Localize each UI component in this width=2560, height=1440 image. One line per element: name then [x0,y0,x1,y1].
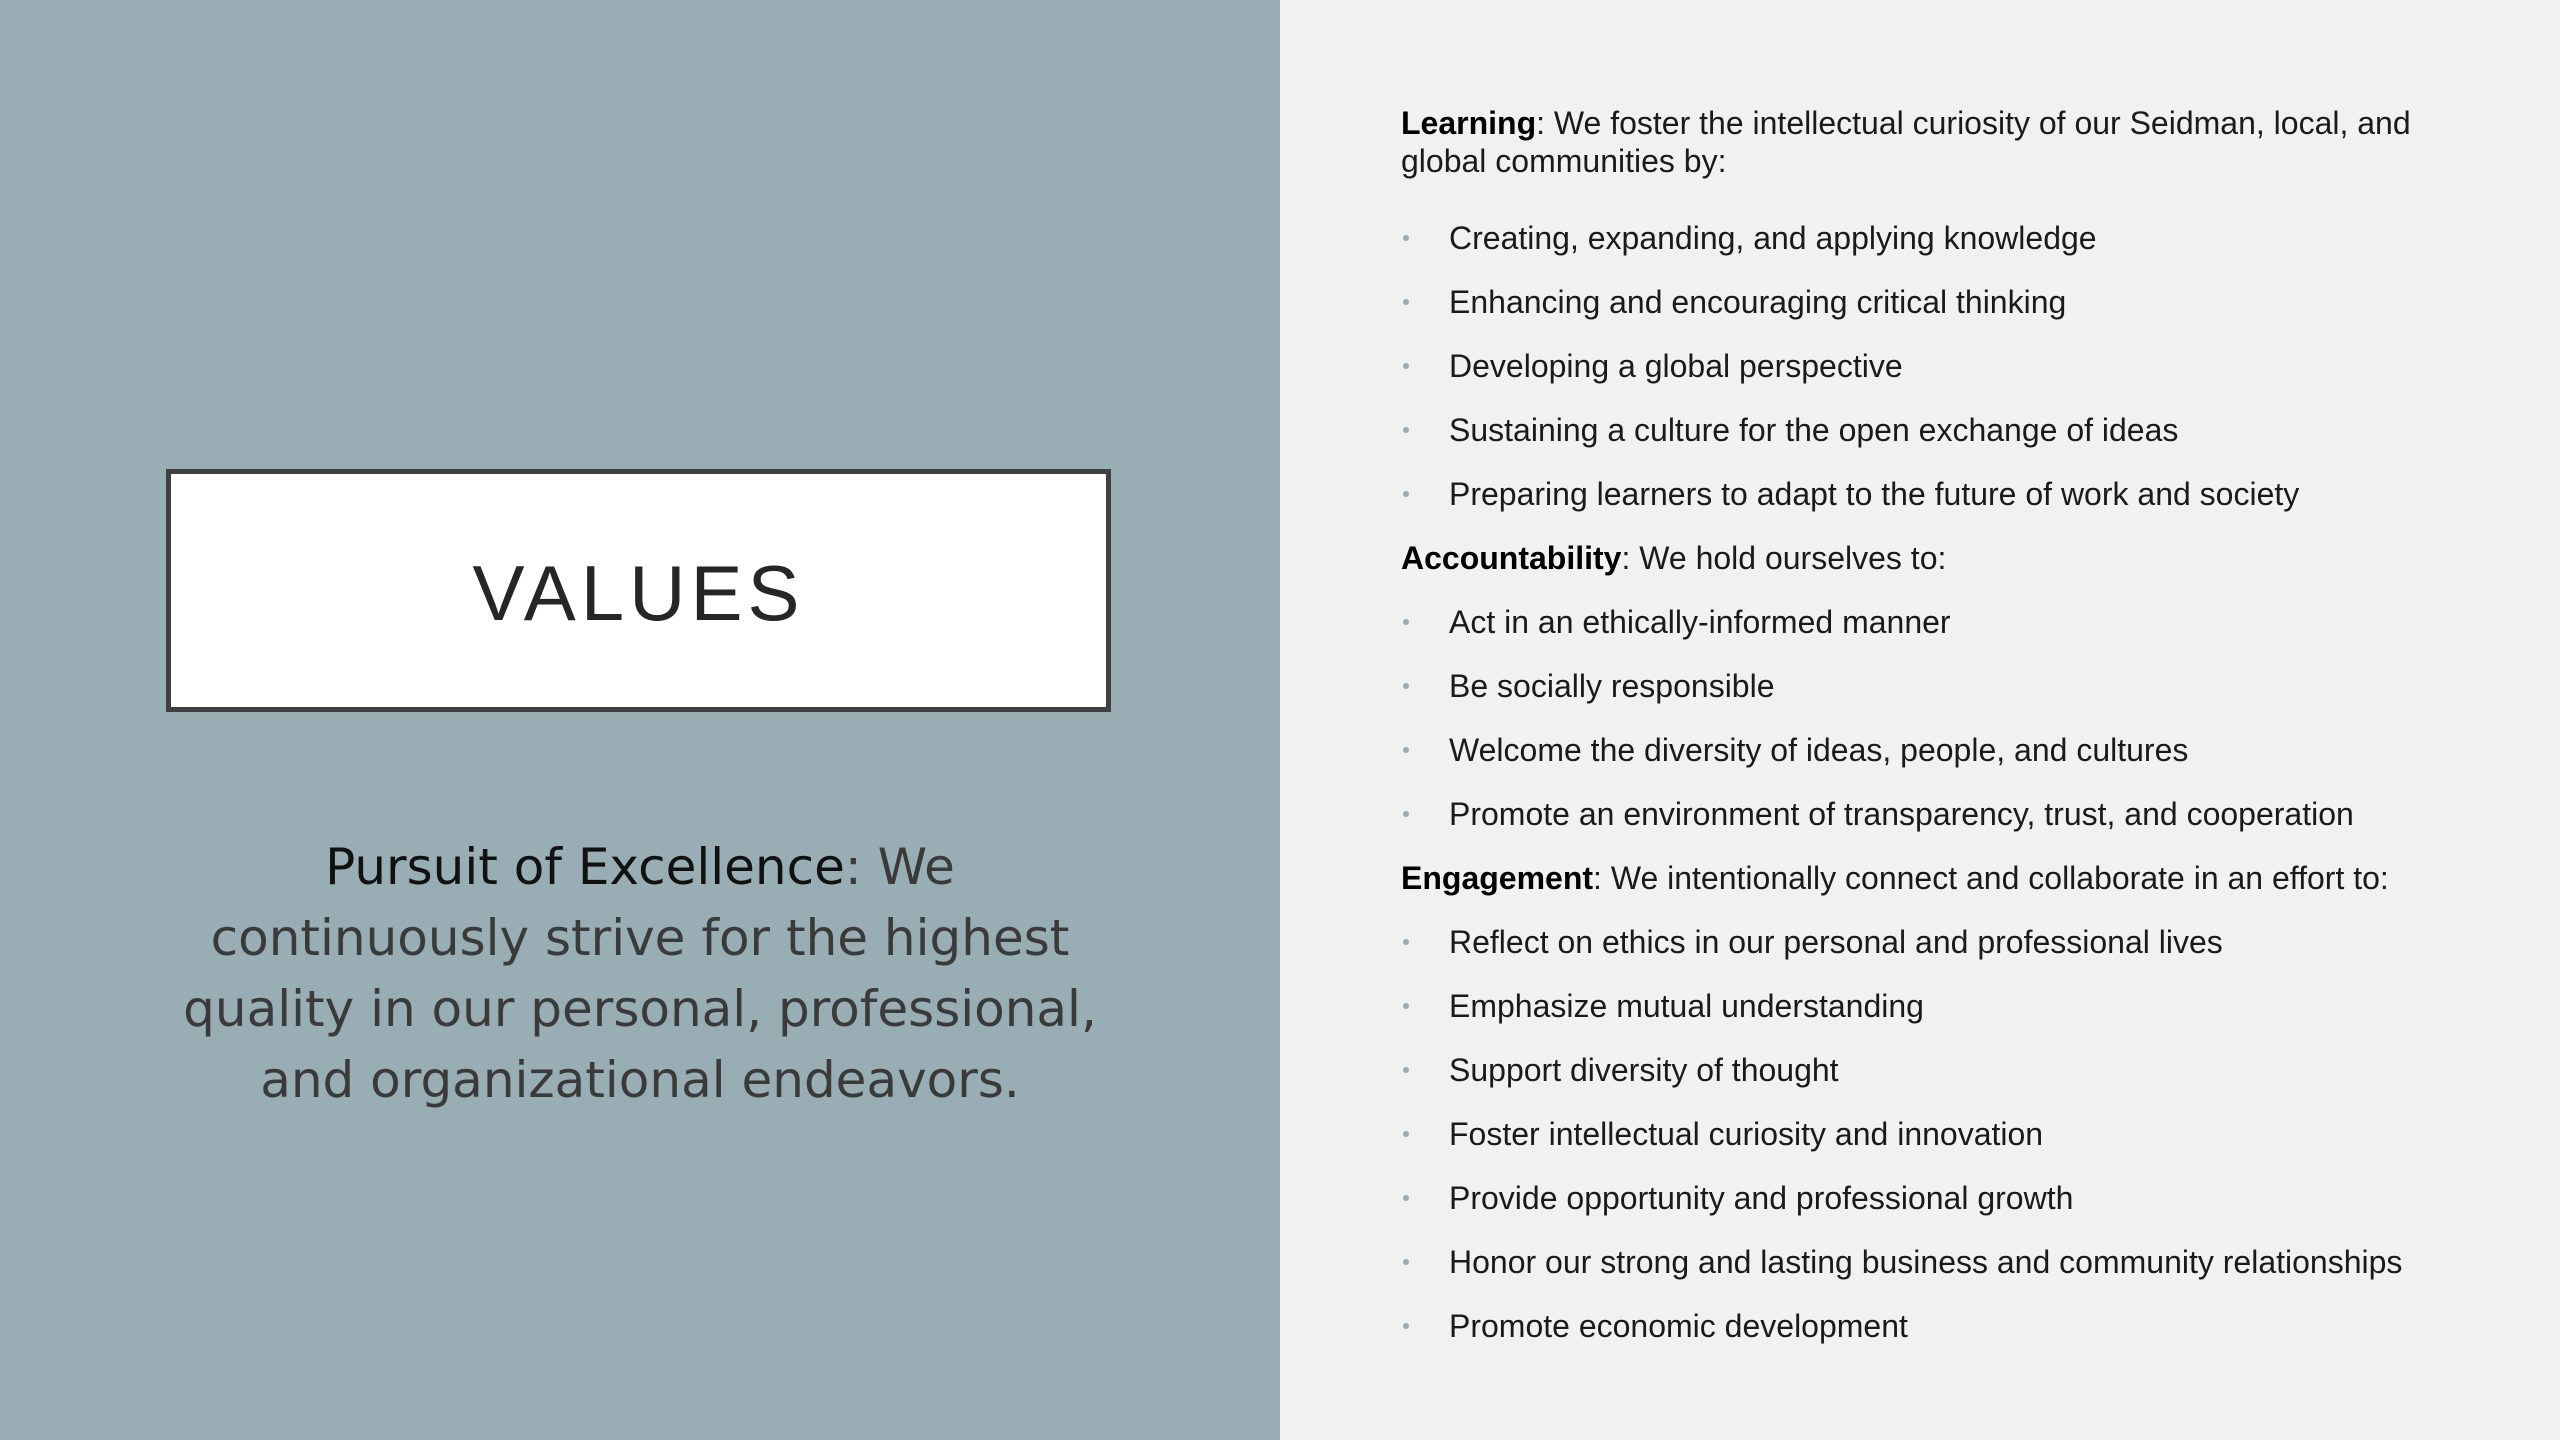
list-item: Emphasize mutual understanding [1401,974,2461,1038]
list-item: Foster intellectual curiosity and innovation [1401,1102,2461,1166]
section-accountability-heading [1401,526,2461,590]
list-item: Promote economic development [1401,1294,2461,1358]
excellence-text: : We continuously strive for the highest quality in our personal, professional, and organizational endeavors. [183,838,1097,1109]
section-intro: : We intentionally connect and collaborate in an effort to: [1593,860,2389,896]
section-term: Accountability [1401,540,1622,576]
list-item: Creating, expanding, and applying knowledge [1401,206,2461,270]
section-intro: : We foster the intellectual curiosity of our Seidman, local, and global communities by: [1401,105,2411,179]
list-item: Welcome the diversity of ideas, people, and cultures [1401,718,2461,782]
list-item: Promote an environment of transparency, trust, and cooperation [1401,782,2461,846]
section-term: Learning [1401,105,1537,141]
section-intro: : We hold ourselves to: [1621,540,1947,576]
section-engagement-heading [1401,846,2461,910]
slide-title: VALUES [472,549,805,637]
list-item: Developing a global perspective [1401,334,2461,398]
section-term: Engagement [1401,860,1594,896]
list-item: Provide opportunity and professional growth [1401,1166,2461,1230]
list-item: Enhancing and encouraging critical thinking [1401,270,2461,334]
excellence-statement [170,832,1110,1116]
list-item: Support diversity of thought [1401,1038,2461,1102]
values-list [1401,104,2461,1358]
list-item: Be socially responsible [1401,654,2461,718]
title-box [166,469,1111,712]
excellence-term: Pursuit of Excellence [325,838,845,896]
list-item: Reflect on ethics in our personal and professional lives [1401,910,2461,974]
list-item: Act in an ethically-informed manner [1401,590,2461,654]
list-item: Preparing learners to adapt to the future of work and society [1401,462,2461,526]
list-item: Sustaining a culture for the open exchange of ideas [1401,398,2461,462]
section-learning-heading [1401,104,2461,180]
list-item: Honor our strong and lasting business and community relationships [1401,1230,2461,1294]
